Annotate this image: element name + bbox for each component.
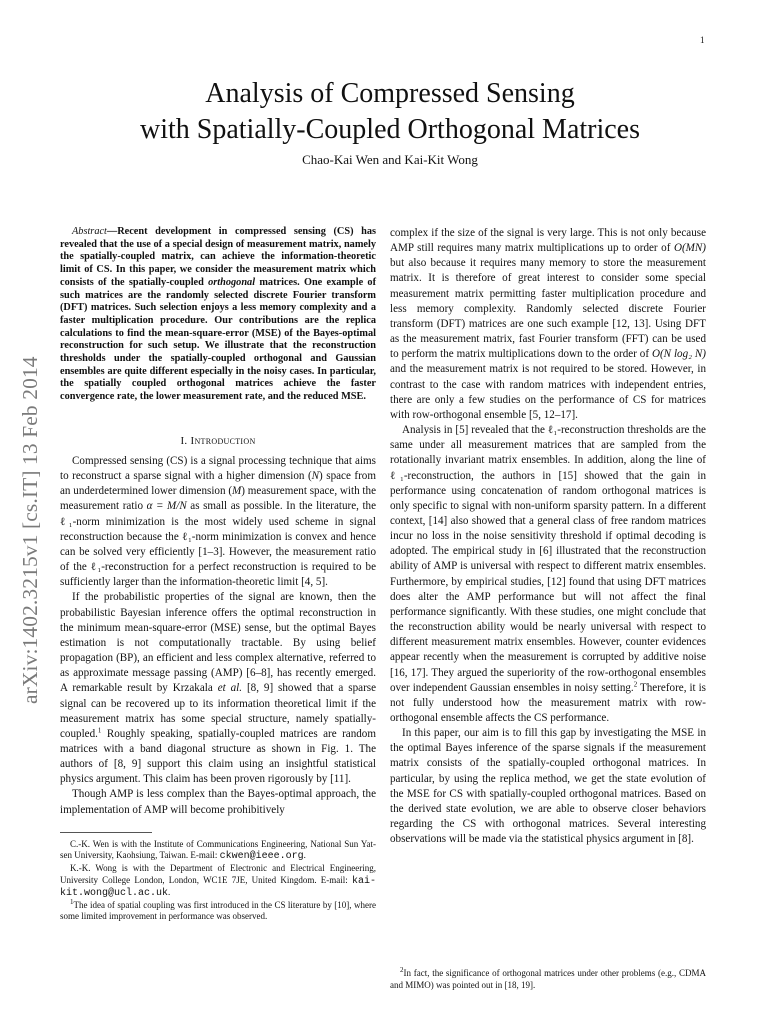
intro-p2-text-c: Roughly speaking, spatially-coupled matrices are random matrices with a band diagonal structure as shown in Fig. 1. The authors of [8, 9] support this claim using an insightful statistical physics argument. This claim has been proven rigorously by [11]. bbox=[60, 727, 376, 786]
right-p1-text-a: complex if the size of the signal is very large. This is not only because AMP still requires many matrix multiplications up to order of bbox=[390, 227, 706, 255]
abstract-text-2: matrices. One example of such matrices are the randomly selected discrete Fourier transform (DFT) matrices. Such selection enjoys a less memory complexity and a faster multiplication procedure. Our contributions are the replica calculations to find the mean-square-error (MSE) of the Bayes-optimal reconstruction for such setup. We illustrate that the reconstruction thresholds under the spatially-coupled orthogonal and Gaussian ensembles are quite different especially in the noisy cases. In particular, the spatially coupled orthogonal matrices achieve the faster convergence rate, the lower measurement rate, and the reduced MSE. bbox=[60, 276, 376, 403]
abstract-label: Abstract bbox=[72, 226, 107, 237]
et-al: et al. bbox=[217, 682, 243, 695]
math-alpha: α = M/N bbox=[146, 500, 187, 513]
page-number: 1 bbox=[700, 35, 705, 45]
email-wen: ckwen@ieee.org bbox=[219, 851, 304, 863]
paper-title bbox=[60, 76, 720, 148]
abstract bbox=[60, 226, 376, 404]
abstract-text-1: —Recent development in compressed sensing (CS) has revealed that the use of a special design of measurement matrix, namely the spatially-coupled matrix, can achieve the information-theoretic limit of CS. In this paper, we consider the measurement matrix which consists of the spatially-coupled bbox=[60, 226, 376, 288]
right-p2-text-b: Therefore, it is not fully understood how the measurement matrix with row-orthogonal ensemble affects the CS performance. bbox=[390, 681, 706, 724]
email-wong: kai-kit.wong@ucl.ac.uk bbox=[60, 875, 376, 900]
affil2-text: K.-K. Wong is with the Department of Electronic and Electrical Engineering, University College London, London, WC1E 7JE, United Kingdom. E-mail: bbox=[60, 862, 376, 885]
intro-p2-text-a: If the probabilistic properties of the signal are known, then the probabilistic Bayesian inference offers the optimal reconstruction in the minimum mean-square-error (MSE) sense, but the optimal Bayes estimation is not computationally tractable. By using belief propagation (BP), an efficient and less complex alternative, referred to as approximate message passing (AMP) [6–8], has recently emerged. A remarkable result by Krzakala bbox=[60, 591, 376, 695]
title-line-2: with Spatially-Coupled Orthogonal Matrices bbox=[139, 114, 641, 145]
intro-p1-text-b: ) space from an underdetermined lower dimension ( bbox=[60, 470, 376, 498]
footnote-ref-1: 1 bbox=[97, 726, 102, 735]
right-column bbox=[390, 226, 706, 847]
math-onlogn: O(N log₂ N) bbox=[651, 348, 706, 361]
section-numeral: I. bbox=[180, 434, 191, 447]
arxiv-stamp: arXiv:1402.3215v1 [cs.IT] 13 Feb 2014 bbox=[18, 356, 42, 704]
section-heading bbox=[60, 434, 376, 449]
right-p2-text-a: Analysis in [5] revealed that the ℓ₁-reconstruction thresholds are the same under all measurement matrices that are sampled from the rotationally invariant matrix ensembles. In addition, along the line of ℓ₁-reconstruction, the authors in [15] showed that the gain in performance using concatenation of random orthogonal matrices is only specific to signal with non-uniform sparsity pattern. In a different context, [14] also showed that a general class of free random matrices incur no loss in the noise sensitivity threshold if optimal decoding is adopted. The empirical study in [6] illustrated that the reconstruction ability of AMP is universal with respect to different matrix ensembles. Furthermore, by empirical studies, [12] found that using DFT matrices does alter the AMP performance but will not affect the final performance significantly. With these studies, one might conclude that the reconstruction ability would be nearly universal with respect to different measurement matrix ensembles. However, counter evidences appear recently when the measurement is corrupted by additive noise [16, 17]. They argued the superiority of the row-orthogonal ensembles over independent Gaussian ensembles in noisy setting. bbox=[390, 424, 706, 694]
right-p1-text-c: and the measurement matrix is not required to be stored. However, in contrast to the case with random matrices with independent entries, there are only a few studies on the performance of CS for matrices with row-orthogonal ensemble [5, 12–17]. bbox=[390, 363, 706, 421]
intro-p1-text-c: ) measurement space, with the measurement ratio bbox=[60, 485, 376, 513]
title-line-1: Analysis of Compressed Sensing bbox=[205, 78, 575, 109]
affil1-text: C.-K. Wen is with the Institute of Communications Engineering, National Sun Yat-sen University, Kaohsiung, Taiwan. E-mail: bbox=[60, 838, 376, 861]
footnote-2-mark: 2 bbox=[400, 966, 404, 974]
right-paragraph-1 bbox=[390, 226, 706, 423]
right-paragraph-3: In this paper, our aim is to fill this gap by investigating the MSE in the optimal Bayes inference of the sparse signals if the measurement matrix consists of the spatially-coupled orthogonal matrices. In particular, by using the replica method, we get the state evolution of the MSE for CS with spatially-coupled orthogonal matrices. Based on the derived state evolution, we are able to observe closer behaviors regarding the CS with orthogonal matrices. Several interesting observations will be made via the statistical physics argument in [8]. bbox=[390, 727, 706, 846]
math-n: N bbox=[311, 470, 320, 483]
left-column bbox=[60, 226, 376, 923]
footnote-affiliation-2 bbox=[60, 863, 376, 900]
affil1-end: . bbox=[303, 850, 306, 861]
math-m: M bbox=[232, 485, 242, 498]
footnote-ref-2: 2 bbox=[633, 680, 638, 688]
intro-p2-text-b: [8, 9] showed that a sparse signal can be recovered up to its information theoretical limit if the measurement matrix has some special structure, namely spatially-coupled. bbox=[60, 682, 377, 740]
intro-paragraph-3: Though AMP is less complex than the Bayes-optimal approach, the implementation of AMP will become prohibitively bbox=[60, 788, 376, 816]
intro-p1-text-a: Compressed sensing (CS) is a signal processing technique that aims to reconstruct a sparse signal with a higher dimension ( bbox=[60, 455, 376, 483]
abstract-emphasis: orthogonal bbox=[208, 276, 256, 288]
math-omn: O(MN) bbox=[673, 242, 706, 255]
footnote-2-text: In fact, the significance of orthogonal matrices under other problems (e.g., CDMA and MIMO) was pointed out in [18, 19]. bbox=[390, 968, 706, 990]
section-title: Introduction bbox=[190, 434, 256, 447]
affil2-end: . bbox=[168, 887, 171, 898]
intro-paragraph-1 bbox=[60, 454, 376, 590]
footnote-1-text: The idea of spatial coupling was first introduced in the CS literature by [10], where some limited improvement in performance was observed. bbox=[60, 899, 376, 922]
footnote-rule bbox=[60, 832, 152, 833]
footnote-1-mark: 1 bbox=[70, 897, 74, 906]
right-paragraph-2 bbox=[390, 423, 706, 726]
intro-paragraph-2 bbox=[60, 590, 376, 787]
authors: Chao-Kai Wen and Kai-Kit Wong bbox=[302, 152, 478, 167]
right-p1-text-b: but also because it requires many memory to store the measurement matrix. It is therefore of great interest to consider some special measurement matrix permitting faster multiplication procedure and less memory complexity. Randomly selected discrete Fourier transform (DFT) matrices are one such example [12, 13]. Using DFT as the measurement matrix, fast Fourier transform (FFT) can be used to perform the matrix multiplications down to the order of bbox=[390, 257, 706, 361]
footnote-affiliation-1 bbox=[60, 839, 376, 863]
footnote-2 bbox=[390, 968, 706, 991]
footnote-1 bbox=[60, 897, 376, 923]
intro-p1-text-d: as small as possible. In the literature, the ℓ₁-norm minimization is the most widely used scheme in signal reconstruction because the ℓ₁-norm minimization is convex and hence can be solved very efficiently [1–3]. However, the measurement ratio of the ℓ₁-reconstruction for a perfect reconstruction is required to be sufficiently larger than the information-theoretic limit [4, 5]. bbox=[60, 500, 376, 589]
